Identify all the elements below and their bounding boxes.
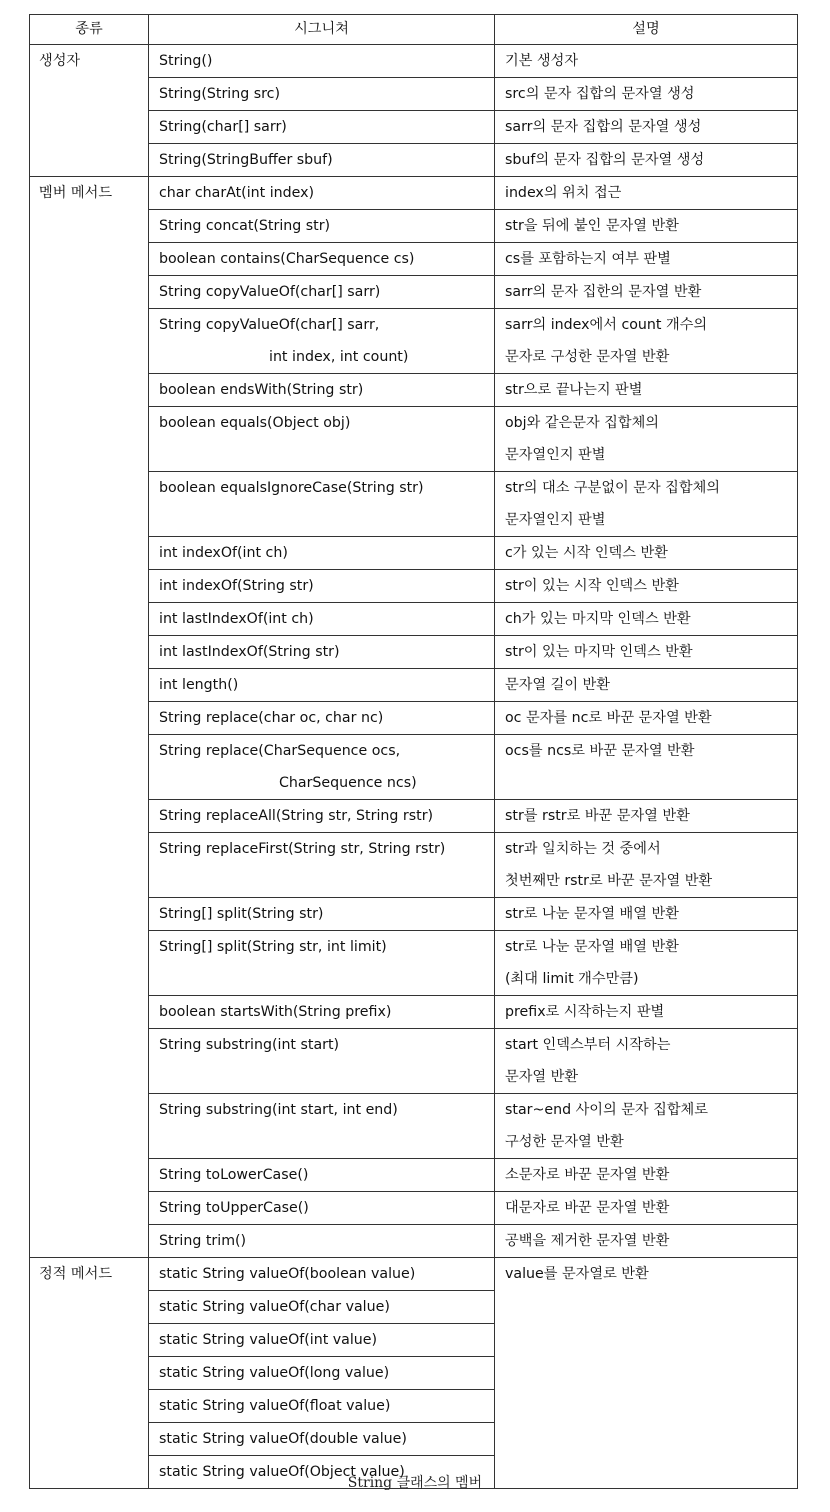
cell-line: 대문자로 바꾼 문자열 반환 [505,1200,670,1216]
cell-line: String copyValueOf(char[] sarr) [159,284,381,300]
cell-line: int indexOf(int ch) [159,545,288,561]
cell-line: int index, int count) [269,349,409,365]
cell-line: boolean equals(Object obj) [159,415,351,431]
table-row [30,177,798,210]
description-cell [495,702,798,735]
cell-line: ch가 있는 마지막 인덱스 반환 [505,611,691,627]
table-row [30,45,798,78]
signature-cell [149,669,495,702]
signature-cell [149,111,495,144]
cell-line: String replace(CharSequence ocs, [159,743,401,759]
cell-line: str과 일치하는 것 중에서 [505,841,661,857]
description-cell [495,833,798,898]
signature-cell [149,78,495,111]
signature-cell [149,833,495,898]
signature-cell [149,144,495,177]
table-body [30,45,798,1489]
cell-line: prefix로 시작하는지 판별 [505,1004,665,1020]
signature-cell [149,177,495,210]
category-member: 멤버 메서드 [30,177,149,1258]
header-signature: 시그니쳐 [149,15,495,45]
cell-line: static String valueOf(int value) [159,1332,378,1348]
signature-cell [149,898,495,931]
cell-line: sarr의 index에서 count 개수의 [505,317,708,333]
signature-cell [149,1291,495,1324]
description-cell [495,177,798,210]
signature-cell [149,1258,495,1291]
header-kind: 종류 [30,15,149,45]
cell-line: String replaceFirst(String str, String rstr) [159,841,446,857]
cell-line: static String valueOf(char value) [159,1299,390,1315]
description-cell [495,931,798,996]
signature-cell [149,1192,495,1225]
signature-cell [149,996,495,1029]
signature-cell [149,243,495,276]
cell-line: boolean startsWith(String prefix) [159,1004,392,1020]
description-cell [495,407,798,472]
signature-cell [149,1390,495,1423]
cell-line: String(String src) [159,86,280,102]
description-cell [495,996,798,1029]
cell-line: sarr의 문자 집한의 문자열 반환 [505,284,702,300]
cell-line: String toUpperCase() [159,1200,309,1216]
signature-cell [149,1225,495,1258]
description-cell [495,1192,798,1225]
cell-line: static String valueOf(double value) [159,1431,407,1447]
cell-line: str이 있는 시작 인덱스 반환 [505,578,679,594]
cell-line: String copyValueOf(char[] sarr, [159,317,380,333]
cell-line: String replaceAll(String str, String rstr) [159,808,434,824]
signature-cell [149,537,495,570]
cell-line: 문자열인지 판별 [505,447,606,463]
cell-line: String(StringBuffer sbuf) [159,152,333,168]
cell-line: 기본 생성자 [505,53,579,69]
description-cell [495,636,798,669]
cell-line: str의 대소 구분없이 문자 집합체의 [505,480,720,496]
cell-line: str이 있는 마지막 인덱스 반환 [505,644,693,660]
cell-line: 문자열 길이 반환 [505,677,610,693]
description-cell [495,1159,798,1192]
cell-line: str를 rstr로 바꾼 문자열 반환 [505,808,690,824]
cell-line: String substring(int start, int end) [159,1102,398,1118]
description-cell [495,472,798,537]
signature-cell [149,636,495,669]
cell-line: String(char[] sarr) [159,119,287,135]
signature-cell [149,1159,495,1192]
cell-line: star~end 사이의 문자 집합체로 [505,1102,708,1118]
cell-line: String[] split(String str, int limit) [159,939,387,955]
description-cell [495,800,798,833]
description-cell [495,570,798,603]
description-cell [495,243,798,276]
cell-line: src의 문자 집합의 문자열 생성 [505,86,695,102]
description-cell [495,898,798,931]
description-cell [495,735,798,800]
cell-line: str로 나눈 문자열 배열 반환 [505,939,679,955]
description-cell [495,210,798,243]
signature-cell [149,603,495,636]
category-constructor: 생성자 [30,45,149,177]
cell-line: value를 문자열로 반환 [505,1266,649,1282]
category-static: 정적 메서드 [30,1258,149,1489]
cell-line: obj와 같은문자 집합체의 [505,415,659,431]
cell-line: CharSequence ncs) [279,775,417,791]
signature-cell [149,570,495,603]
description-cell [495,603,798,636]
signature-cell [149,276,495,309]
cell-line: 구성한 문자열 반환 [505,1134,624,1150]
cell-line: int lastIndexOf(int ch) [159,611,314,627]
signature-cell [149,702,495,735]
signature-cell [149,374,495,407]
cell-line: sbuf의 문자 집합의 문자열 생성 [505,152,705,168]
cell-line: index의 위치 접근 [505,185,622,201]
signature-cell [149,735,495,800]
description-cell [495,276,798,309]
description-cell [495,374,798,407]
cell-line: (최대 limit 개수만큼) [505,971,639,987]
signature-cell [149,1357,495,1390]
cell-line: String toLowerCase() [159,1167,309,1183]
cell-line: 문자열인지 판별 [505,512,606,528]
cell-line: 문자열 반환 [505,1069,579,1085]
cell-line: String replace(char oc, char nc) [159,710,384,726]
signature-cell [149,1094,495,1159]
description-cell [495,309,798,374]
cell-line: char charAt(int index) [159,185,315,201]
cell-line: static String valueOf(Object value) [159,1464,405,1480]
cell-line: boolean equalsIgnoreCase(String str) [159,480,424,496]
cell-line: oc 문자를 nc로 바꾼 문자열 반환 [505,710,712,726]
description-cell [495,1029,798,1094]
cell-line: String substring(int start) [159,1037,340,1053]
table-caption: String 클래스의 멤버 [347,1475,483,1491]
cell-line: String concat(String str) [159,218,331,234]
cell-line: String() [159,53,213,69]
cell-line: str로 나눈 문자열 배열 반환 [505,906,679,922]
description-cell [495,111,798,144]
cell-line: c가 있는 시작 인덱스 반환 [505,545,668,561]
cell-line: start 인덱스부터 시작하는 [505,1037,671,1053]
signature-cell [149,1029,495,1094]
table-row [30,1258,798,1291]
cell-line: str을 뒤에 붙인 문자열 반환 [505,218,679,234]
cell-line: int length() [159,677,239,693]
cell-line: boolean endsWith(String str) [159,382,364,398]
cell-line: 문자로 구성한 문자열 반환 [505,349,670,365]
cell-line: static String valueOf(long value) [159,1365,390,1381]
signature-cell [149,1324,495,1357]
cell-line: sarr의 문자 집합의 문자열 생성 [505,119,702,135]
cell-line: 공백을 제거한 문자열 반환 [505,1233,670,1249]
signature-cell [149,309,495,374]
header-description: 설명 [495,15,798,45]
signature-cell [149,472,495,537]
description-cell [495,1225,798,1258]
cell-line: int indexOf(String str) [159,578,314,594]
signature-cell [149,210,495,243]
description-cell [495,45,798,78]
description-cell [495,78,798,111]
signature-cell [149,45,495,78]
cell-line: String trim() [159,1233,247,1249]
description-cell [495,1094,798,1159]
cell-line: str으로 끝나는지 판별 [505,382,643,398]
header-row [30,15,798,45]
cell-line: 소문자로 바꾼 문자열 반환 [505,1167,670,1183]
description-cell [495,537,798,570]
description-cell [495,144,798,177]
signature-cell [149,931,495,996]
cell-line: cs를 포함하는지 여부 판별 [505,251,671,267]
cell-line: boolean contains(CharSequence cs) [159,251,415,267]
signature-cell [149,800,495,833]
cell-line: static String valueOf(boolean value) [159,1266,416,1282]
description-cell [495,1258,798,1489]
signature-cell [149,1423,495,1456]
cell-line: String[] split(String str) [159,906,324,922]
signature-cell [149,407,495,472]
cell-line: int lastIndexOf(String str) [159,644,340,660]
description-cell [495,669,798,702]
cell-line: 첫번째만 rstr로 바꾼 문자열 반환 [505,873,713,889]
cell-line: static String valueOf(float value) [159,1398,391,1414]
cell-line: ocs를 ncs로 바꾼 문자열 반환 [505,743,695,759]
string-class-member-table [29,14,798,1489]
